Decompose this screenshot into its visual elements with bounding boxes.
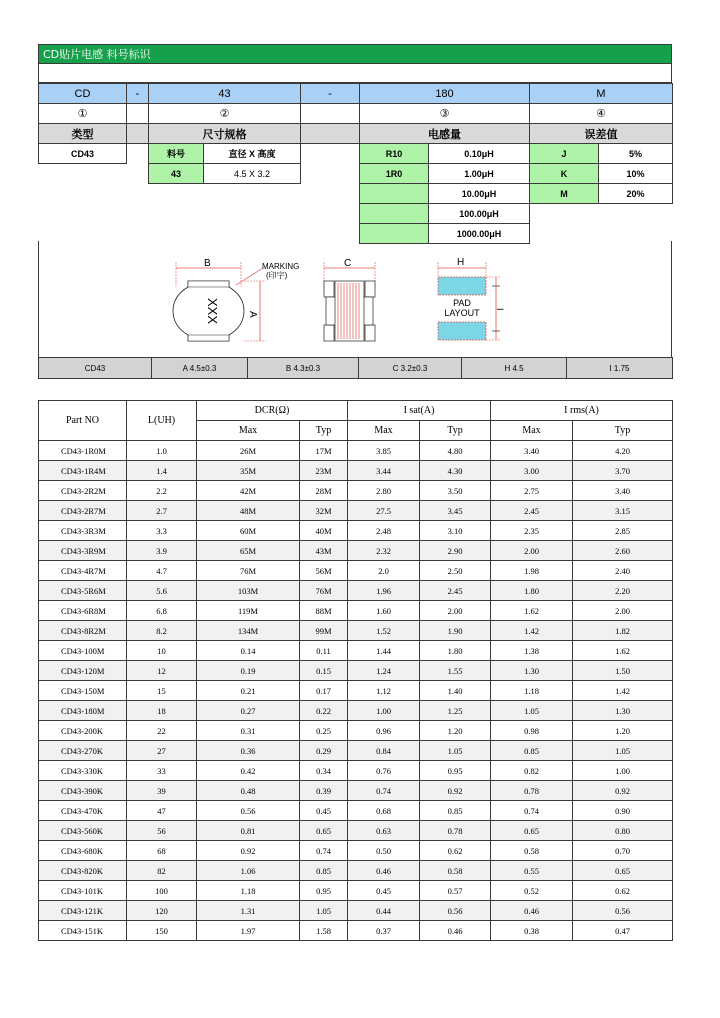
cell-dcr-max: 0.81 (197, 821, 300, 841)
dimension-drawing (38, 241, 672, 357)
cell-irms-typ: 0.47 (573, 921, 673, 941)
cell-dcr-typ: 0.22 (300, 701, 348, 721)
table-row (39, 661, 673, 681)
pad-label: PAD (453, 298, 471, 308)
cell-isat-max: 3.85 (348, 441, 420, 461)
cell-dcr-max: 1.18 (197, 881, 300, 901)
dim-b-label: B (204, 258, 211, 269)
cell-isat-typ: 1.80 (420, 641, 491, 661)
cell-inductance: 1.0 (127, 441, 197, 461)
cell-part-no: CD43-470K (39, 801, 127, 821)
cell-irms-max: 3.40 (491, 441, 573, 461)
table-row (39, 441, 673, 461)
cell-dcr-typ: 1.58 (300, 921, 348, 941)
cell-irms-typ: 1.30 (573, 701, 673, 721)
cell-isat-max: 1.24 (348, 661, 420, 681)
cell-dcr-max: 0.21 (197, 681, 300, 701)
cell-irms-typ: 1.20 (573, 721, 673, 741)
cell-part-no: CD43-200K (39, 721, 127, 741)
cell-isat-max: 0.37 (348, 921, 420, 941)
index-3: ③ (360, 104, 530, 124)
cell-dcr-max: 134M (197, 621, 300, 641)
cell-irms-typ: 1.62 (573, 641, 673, 661)
cell-part-no: CD43-151K (39, 921, 127, 941)
cell-isat-max: 2.48 (348, 521, 420, 541)
cell-inductance: 27 (127, 741, 197, 761)
cell-irms-typ: 2.20 (573, 581, 673, 601)
cell-irms-max: 1.05 (491, 701, 573, 721)
header-part-no: Part NO (39, 401, 127, 441)
table-row (39, 681, 673, 701)
cell-dcr-max: 1.97 (197, 921, 300, 941)
tolerance-code: J (530, 144, 599, 164)
cell-isat-typ: 2.45 (420, 581, 491, 601)
cell-isat-max: 1.44 (348, 641, 420, 661)
cell-irms-max: 1.62 (491, 601, 573, 621)
table-row (39, 641, 673, 661)
cell-dcr-typ: 17M (300, 441, 348, 461)
cell-dcr-max: 48M (197, 501, 300, 521)
cell-dcr-max: 0.27 (197, 701, 300, 721)
pad-layout-drawing (438, 257, 505, 340)
code-type: CD (39, 84, 127, 104)
cell-isat-max: 1.12 (348, 681, 420, 701)
cell-isat-max: 1.60 (348, 601, 420, 621)
header-inductance: L(UH) (127, 401, 197, 441)
index-row (39, 104, 673, 124)
cell-dcr-typ: 28M (300, 481, 348, 501)
cell-dcr-typ: 23M (300, 461, 348, 481)
cell-dcr-typ: 40M (300, 521, 348, 541)
marking-cn-label: (印字) (266, 271, 288, 280)
cell-isat-typ: 2.50 (420, 561, 491, 581)
cell-part-no: CD43-2R2M (39, 481, 127, 501)
cell-irms-typ: 1.00 (573, 761, 673, 781)
table-row (39, 481, 673, 501)
cell-irms-typ: 0.90 (573, 801, 673, 821)
cell-isat-max: 0.76 (348, 761, 420, 781)
cell-isat-max: 3.44 (348, 461, 420, 481)
cell-isat-typ: 0.92 (420, 781, 491, 801)
cell-dcr-typ: 0.15 (300, 661, 348, 681)
cell-part-no: CD43-4R7M (39, 561, 127, 581)
cell-inductance: 39 (127, 781, 197, 801)
cell-isat-typ: 0.57 (420, 881, 491, 901)
cell-dcr-max: 65M (197, 541, 300, 561)
inductance-value: 10.00μH (429, 184, 530, 204)
cell-isat-max: 0.45 (348, 881, 420, 901)
header-isat: I sat(A) (348, 401, 491, 421)
inductance-code (360, 184, 429, 204)
code-dash-1: - (127, 84, 149, 104)
index-4: ④ (530, 104, 673, 124)
cell-isat-typ: 3.50 (420, 481, 491, 501)
layout-label: LAYOUT (444, 308, 480, 318)
cell-irms-typ: 3.15 (573, 501, 673, 521)
category-row (39, 124, 673, 144)
cell-isat-max: 0.63 (348, 821, 420, 841)
table-row (39, 581, 673, 601)
cell-part-no: CD43-180M (39, 701, 127, 721)
cell-irms-typ: 0.62 (573, 881, 673, 901)
cell-irms-typ: 3.70 (573, 461, 673, 481)
cell-irms-max: 0.98 (491, 721, 573, 741)
cell-dcr-max: 103M (197, 581, 300, 601)
cell-irms-typ: 2.00 (573, 601, 673, 621)
cell-irms-typ: 1.05 (573, 741, 673, 761)
cell-part-no: CD43-6R8M (39, 601, 127, 621)
header-dcr-max: Max (197, 421, 300, 441)
cell-part-no: CD43-8R2M (39, 621, 127, 641)
table-row (39, 781, 673, 801)
table-row (39, 801, 673, 821)
tolerance-code: K (530, 164, 599, 184)
cell-dcr-max: 0.31 (197, 721, 300, 741)
specs-table (38, 400, 673, 941)
cell-isat-typ: 0.58 (420, 861, 491, 881)
cell-dcr-max: 0.92 (197, 841, 300, 861)
cell-inductance: 12 (127, 661, 197, 681)
cell-dcr-max: 0.14 (197, 641, 300, 661)
cell-isat-typ: 0.62 (420, 841, 491, 861)
cell-inductance: 3.9 (127, 541, 197, 561)
cell-dcr-max: 60M (197, 521, 300, 541)
category-tolerance: 误差值 (530, 124, 673, 144)
cell-part-no: CD43-101K (39, 881, 127, 901)
blank-row (38, 64, 672, 83)
dim-b: B 4.3±0.3 (248, 358, 359, 379)
cell-inductance: 10 (127, 641, 197, 661)
cell-irms-typ: 1.82 (573, 621, 673, 641)
cell-irms-max: 1.38 (491, 641, 573, 661)
cell-isat-max: 2.0 (348, 561, 420, 581)
cell-inductance: 2.7 (127, 501, 197, 521)
tolerance-code: M (530, 184, 599, 204)
cell-inductance: 1.4 (127, 461, 197, 481)
cell-dcr-max: 0.36 (197, 741, 300, 761)
cell-isat-max: 1.52 (348, 621, 420, 641)
inductance-value: 0.10μH (429, 144, 530, 164)
table-row (39, 761, 673, 781)
cell-isat-max: 0.50 (348, 841, 420, 861)
table-row (39, 901, 673, 921)
dim-a-label: A (247, 311, 258, 318)
marking-label: MARKING (262, 262, 300, 271)
cell-inductance: 8.2 (127, 621, 197, 641)
cell-irms-typ: 2.40 (573, 561, 673, 581)
cell-isat-typ: 0.46 (420, 921, 491, 941)
cell-isat-typ: 4.30 (420, 461, 491, 481)
cell-part-no: CD43-5R6M (39, 581, 127, 601)
index-1: ① (39, 104, 127, 124)
marking-xxx: XXX (205, 297, 220, 325)
cell-irms-max: 0.82 (491, 761, 573, 781)
cell-part-no: CD43-150M (39, 681, 127, 701)
table-row (39, 461, 673, 481)
cell-irms-max: 3.00 (491, 461, 573, 481)
cell-isat-typ: 0.95 (420, 761, 491, 781)
cell-isat-typ: 0.56 (420, 901, 491, 921)
cell-irms-typ: 2.60 (573, 541, 673, 561)
type-value: CD43 (39, 144, 127, 164)
table-row (39, 841, 673, 861)
cell-inductance: 68 (127, 841, 197, 861)
table-row (39, 821, 673, 841)
cell-irms-max: 0.74 (491, 801, 573, 821)
cell-isat-max: 0.96 (348, 721, 420, 741)
size-header-1: 料号 (149, 144, 204, 164)
cell-dcr-max: 35M (197, 461, 300, 481)
cell-dcr-typ: 32M (300, 501, 348, 521)
cell-inductance: 2.2 (127, 481, 197, 501)
cell-isat-typ: 1.25 (420, 701, 491, 721)
code-size: 43 (149, 84, 301, 104)
header-isat-typ: Typ (420, 421, 491, 441)
cell-inductance: 15 (127, 681, 197, 701)
cell-irms-max: 1.18 (491, 681, 573, 701)
cell-dcr-max: 0.56 (197, 801, 300, 821)
cell-irms-typ: 0.65 (573, 861, 673, 881)
cell-irms-max: 0.46 (491, 901, 573, 921)
cell-irms-typ: 0.70 (573, 841, 673, 861)
table-row (39, 701, 673, 721)
code-inductance: 180 (360, 84, 530, 104)
dim-h: H 4.5 (462, 358, 567, 379)
cell-irms-max: 0.55 (491, 861, 573, 881)
cell-part-no: CD43-120M (39, 661, 127, 681)
cell-isat-max: 2.32 (348, 541, 420, 561)
cell-dcr-max: 0.19 (197, 661, 300, 681)
dim-h-label: H (457, 257, 465, 268)
dim-a: A 4.5±0.3 (152, 358, 248, 379)
cell-inductance: 3.3 (127, 521, 197, 541)
cell-dcr-typ: 1.05 (300, 901, 348, 921)
cell-isat-typ: 2.00 (420, 601, 491, 621)
cell-dcr-max: 0.42 (197, 761, 300, 781)
size-value-2: 4.5 X 3.2 (204, 164, 301, 184)
cell-dcr-max: 1.31 (197, 901, 300, 921)
cell-isat-typ: 1.20 (420, 721, 491, 741)
category-type: 类型 (39, 124, 127, 144)
cell-inductance: 22 (127, 721, 197, 741)
cell-part-no: CD43-820K (39, 861, 127, 881)
cell-inductance: 120 (127, 901, 197, 921)
cell-part-no: CD43-560K (39, 821, 127, 841)
cell-inductance: 150 (127, 921, 197, 941)
table-row (39, 541, 673, 561)
cell-isat-typ: 3.10 (420, 521, 491, 541)
cell-irms-max: 2.75 (491, 481, 573, 501)
inductance-code: 1R0 (360, 164, 429, 184)
cell-part-no: CD43-3R3M (39, 521, 127, 541)
cell-irms-max: 0.85 (491, 741, 573, 761)
cell-isat-typ: 2.90 (420, 541, 491, 561)
table-row (39, 521, 673, 541)
cell-irms-typ: 1.42 (573, 681, 673, 701)
cell-dcr-typ: 0.85 (300, 861, 348, 881)
code-row (39, 84, 673, 104)
side-view-drawing (324, 258, 375, 341)
table-row (39, 561, 673, 581)
cell-part-no: CD43-390K (39, 781, 127, 801)
cell-isat-typ: 1.55 (420, 661, 491, 681)
cell-irms-max: 1.30 (491, 661, 573, 681)
cell-inductance: 4.7 (127, 561, 197, 581)
cell-part-no: CD43-1R4M (39, 461, 127, 481)
cell-part-no: CD43-2R7M (39, 501, 127, 521)
cell-irms-typ: 0.80 (573, 821, 673, 841)
cell-dcr-max: 0.48 (197, 781, 300, 801)
cell-irms-typ: 4.20 (573, 441, 673, 461)
cell-inductance: 33 (127, 761, 197, 781)
cell-dcr-max: 42M (197, 481, 300, 501)
cell-irms-max: 2.00 (491, 541, 573, 561)
cell-dcr-typ: 99M (300, 621, 348, 641)
header-irms-typ: Typ (573, 421, 673, 441)
cell-inductance: 5.6 (127, 581, 197, 601)
cell-irms-max: 0.65 (491, 821, 573, 841)
cell-part-no: CD43-1R0M (39, 441, 127, 461)
cell-irms-max: 0.78 (491, 781, 573, 801)
cell-part-no: CD43-3R9M (39, 541, 127, 561)
tolerance-value: 10% (599, 164, 673, 184)
cell-dcr-typ: 0.25 (300, 721, 348, 741)
cell-isat-max: 2.80 (348, 481, 420, 501)
inductance-value: 1.00μH (429, 164, 530, 184)
dim-model: CD43 (39, 358, 152, 379)
category-size: 尺寸规格 (149, 124, 301, 144)
cell-isat-max: 27.5 (348, 501, 420, 521)
inductance-code (360, 204, 429, 224)
cell-irms-typ: 3.40 (573, 481, 673, 501)
cell-isat-typ: 0.85 (420, 801, 491, 821)
cell-isat-max: 0.84 (348, 741, 420, 761)
tolerance-value: 5% (599, 144, 673, 164)
cell-dcr-typ: 0.29 (300, 741, 348, 761)
cell-inductance: 82 (127, 861, 197, 881)
dim-c: C 3.2±0.3 (359, 358, 462, 379)
cell-part-no: CD43-330K (39, 761, 127, 781)
cell-irms-max: 1.42 (491, 621, 573, 641)
cell-dcr-max: 1.06 (197, 861, 300, 881)
cell-inductance: 56 (127, 821, 197, 841)
inductance-value: 100.00μH (429, 204, 530, 224)
dimension-table (38, 357, 673, 379)
cell-part-no: CD43-100M (39, 641, 127, 661)
table-row (39, 721, 673, 741)
cell-dcr-typ: 0.95 (300, 881, 348, 901)
cell-isat-max: 0.68 (348, 801, 420, 821)
category-inductance: 电感量 (360, 124, 530, 144)
size-value-1: 43 (149, 164, 204, 184)
cell-irms-typ: 2.85 (573, 521, 673, 541)
cell-dcr-max: 26M (197, 441, 300, 461)
cell-dcr-typ: 0.39 (300, 781, 348, 801)
table-row (39, 501, 673, 521)
dim-i-label: I (495, 308, 505, 311)
cell-irms-max: 0.58 (491, 841, 573, 861)
cell-irms-typ: 0.56 (573, 901, 673, 921)
tolerance-value: 20% (599, 184, 673, 204)
cell-isat-typ: 0.78 (420, 821, 491, 841)
cell-irms-max: 1.98 (491, 561, 573, 581)
header-dcr: DCR(Ω) (197, 401, 348, 421)
cell-inductance: 6.8 (127, 601, 197, 621)
cell-dcr-typ: 43M (300, 541, 348, 561)
cell-isat-max: 1.00 (348, 701, 420, 721)
cell-isat-max: 0.46 (348, 861, 420, 881)
cell-inductance: 100 (127, 881, 197, 901)
table-row (39, 881, 673, 901)
cell-irms-max: 1.80 (491, 581, 573, 601)
cell-isat-typ: 3.45 (420, 501, 491, 521)
cell-irms-typ: 1.50 (573, 661, 673, 681)
cell-part-no: CD43-270K (39, 741, 127, 761)
cell-dcr-typ: 0.65 (300, 821, 348, 841)
cell-irms-max: 0.52 (491, 881, 573, 901)
header-isat-max: Max (348, 421, 420, 441)
dim-c-label: C (344, 258, 352, 269)
cell-isat-typ: 1.90 (420, 621, 491, 641)
cell-inductance: 18 (127, 701, 197, 721)
top-view-drawing (173, 258, 299, 341)
cell-part-no: CD43-680K (39, 841, 127, 861)
cell-dcr-typ: 0.17 (300, 681, 348, 701)
table-row (39, 921, 673, 941)
cell-dcr-max: 76M (197, 561, 300, 581)
cell-irms-typ: 0.92 (573, 781, 673, 801)
cell-isat-max: 0.44 (348, 901, 420, 921)
cell-dcr-typ: 0.11 (300, 641, 348, 661)
header-dcr-typ: Typ (300, 421, 348, 441)
table-row (39, 601, 673, 621)
cell-inductance: 47 (127, 801, 197, 821)
cell-dcr-max: 119M (197, 601, 300, 621)
cell-isat-typ: 4.80 (420, 441, 491, 461)
cell-part-no: CD43-121K (39, 901, 127, 921)
inductance-value: 1000.00μH (429, 224, 530, 244)
cell-dcr-typ: 0.74 (300, 841, 348, 861)
part-code-table (38, 83, 673, 244)
table-row (39, 621, 673, 641)
code-dash-2: - (301, 84, 360, 104)
cell-isat-max: 1.96 (348, 581, 420, 601)
cell-dcr-typ: 56M (300, 561, 348, 581)
cell-irms-max: 2.45 (491, 501, 573, 521)
cell-isat-typ: 1.05 (420, 741, 491, 761)
cell-dcr-typ: 0.45 (300, 801, 348, 821)
cell-isat-max: 0.74 (348, 781, 420, 801)
cell-irms-max: 2.35 (491, 521, 573, 541)
page-title: CD贴片电感 料号标识 (38, 44, 672, 64)
cell-dcr-typ: 0.34 (300, 761, 348, 781)
inductance-code: R10 (360, 144, 429, 164)
dim-i: I 1.75 (567, 358, 673, 379)
table-row (39, 741, 673, 761)
table-row (39, 861, 673, 881)
size-header-2: 直径 X 高度 (204, 144, 301, 164)
index-2: ② (149, 104, 301, 124)
cell-irms-max: 0.38 (491, 921, 573, 941)
header-irms-max: Max (491, 421, 573, 441)
cell-dcr-typ: 76M (300, 581, 348, 601)
code-tolerance: M (530, 84, 673, 104)
cell-dcr-typ: 88M (300, 601, 348, 621)
cell-isat-typ: 1.40 (420, 681, 491, 701)
header-irms: I rms(A) (491, 401, 673, 421)
